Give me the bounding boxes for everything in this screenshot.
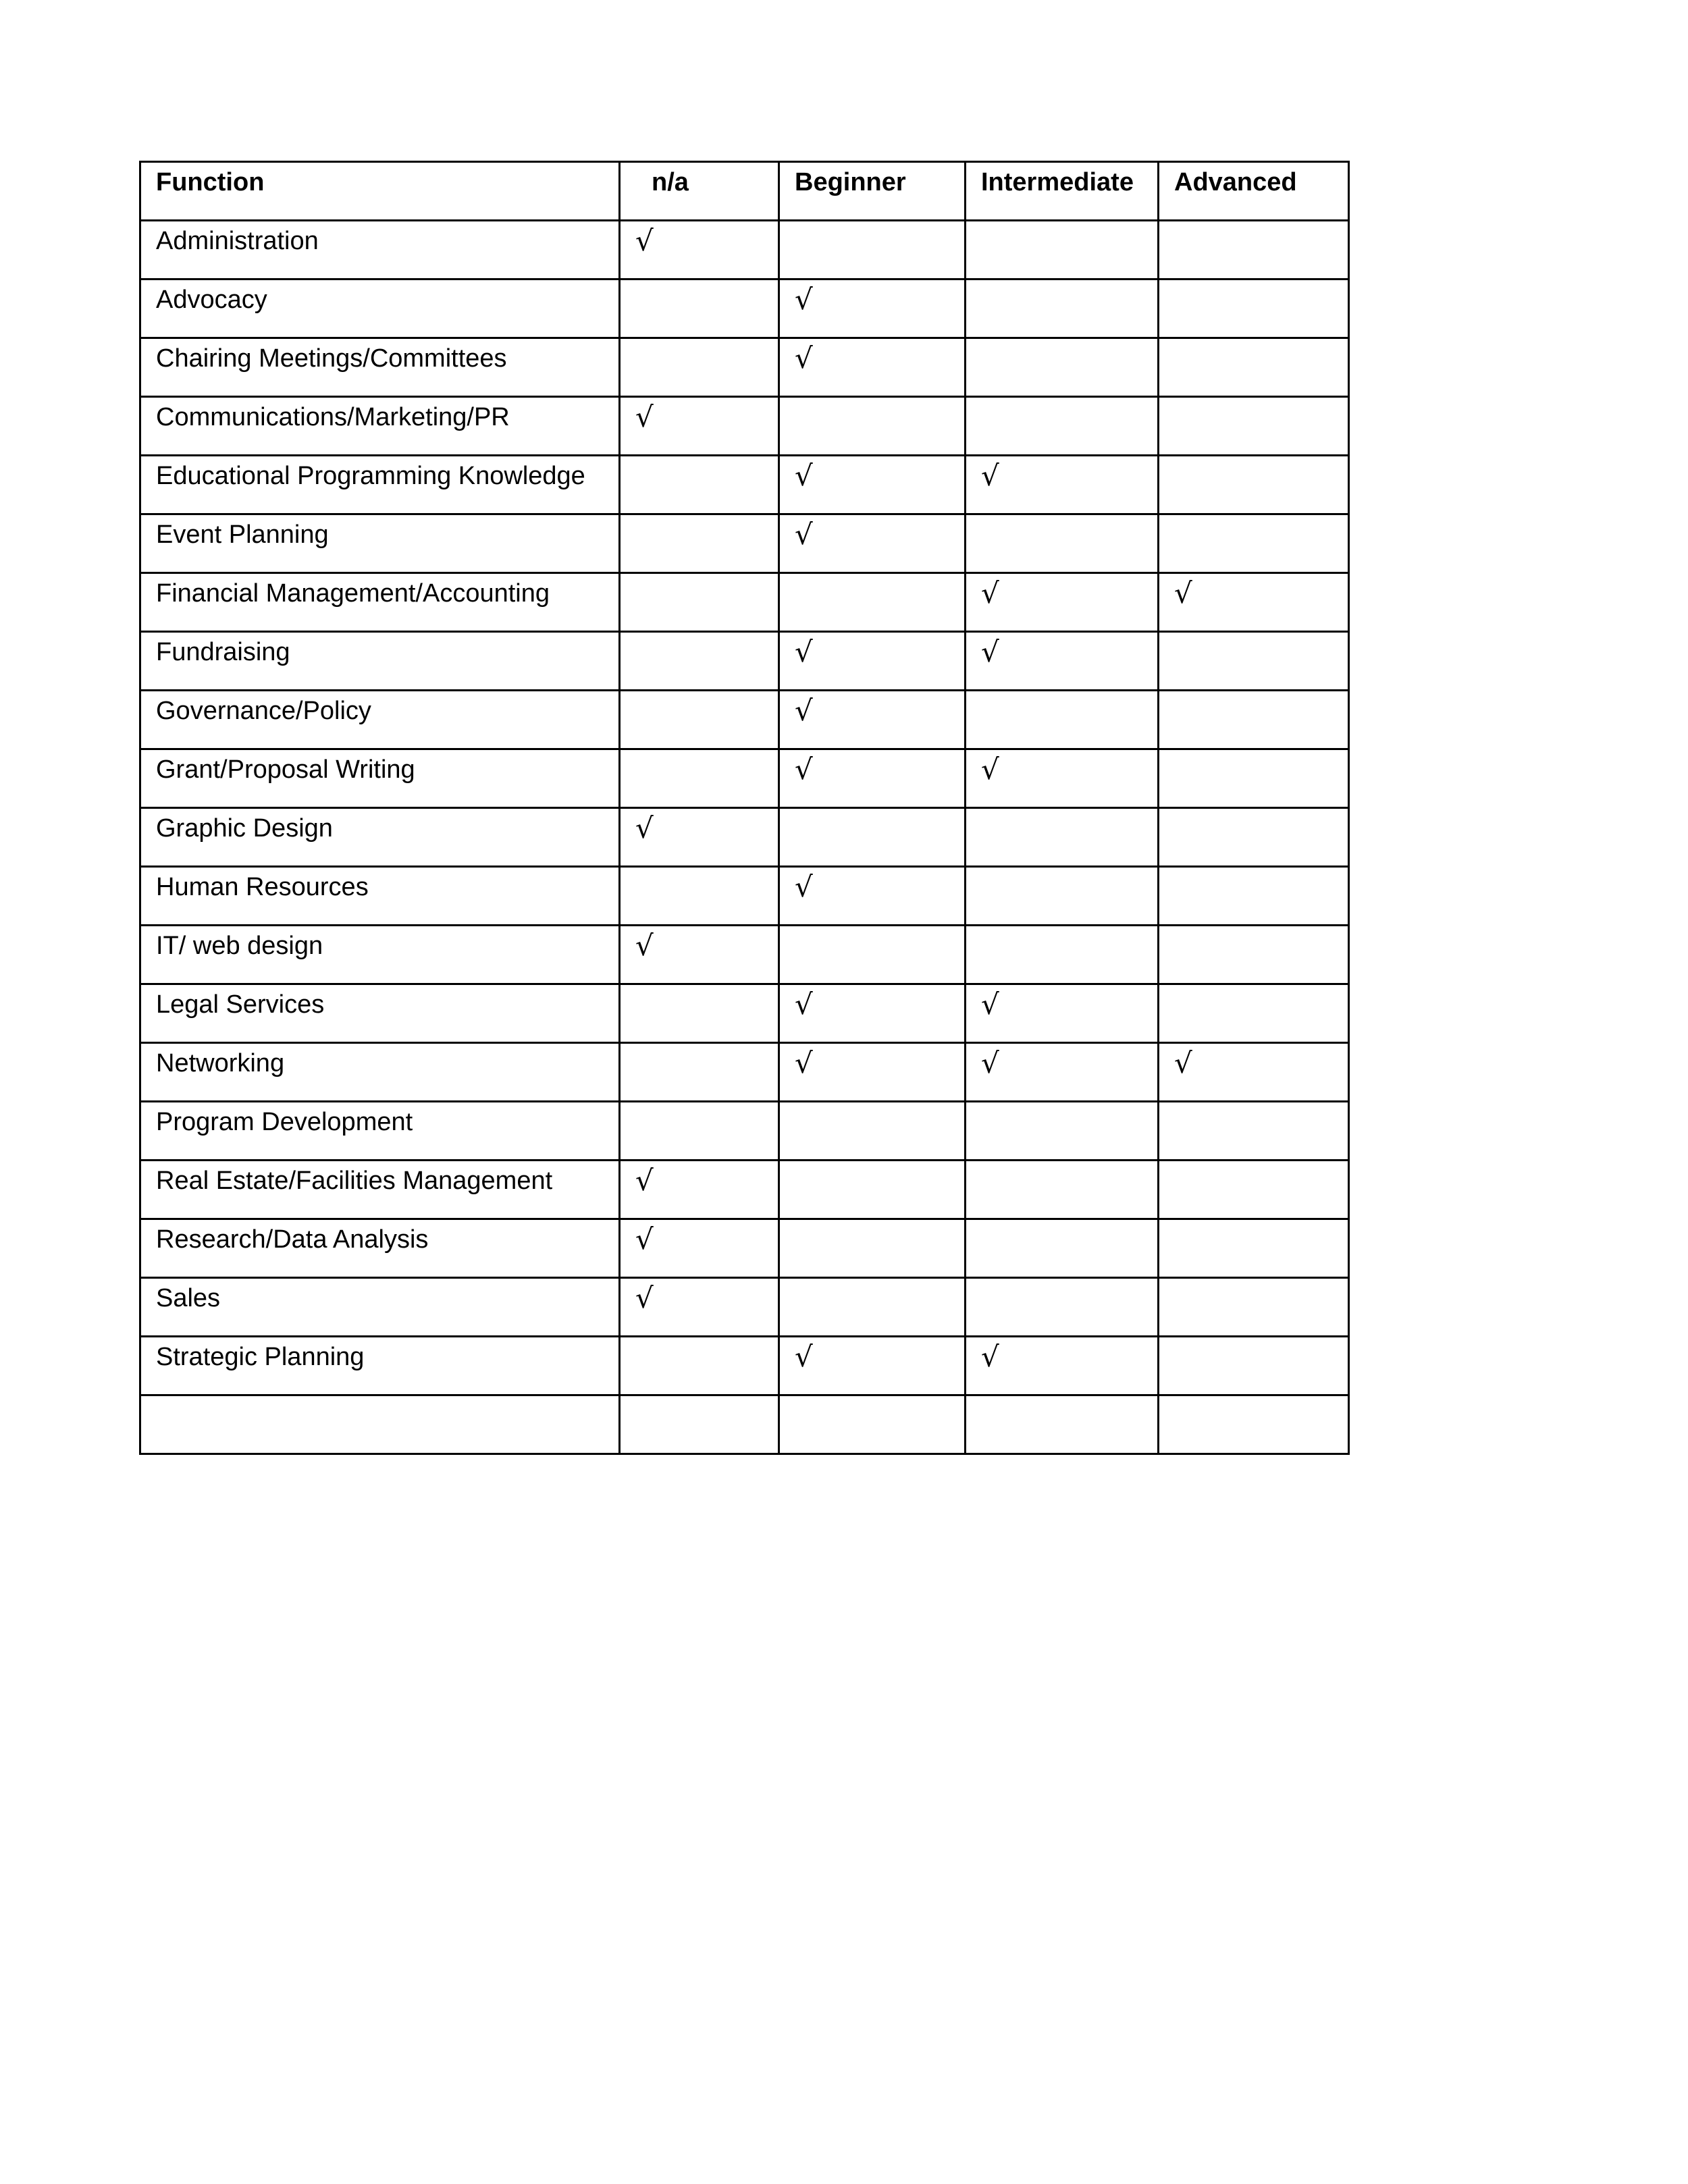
function-cell [140,456,620,514]
na-cell [620,1337,779,1395]
na-cell [620,456,779,514]
table-row [140,1278,1349,1337]
advanced-cell [1159,221,1349,279]
intermediate-cell [966,573,1159,632]
function-label: Networking [156,1049,285,1077]
function-cell [140,514,620,573]
na-cell [620,1043,779,1102]
table-row [140,984,1349,1043]
table-row [140,397,1349,456]
na-cell [620,1102,779,1161]
checkmark-icon: √ [795,283,813,316]
checkmark-icon: √ [635,1164,654,1197]
table-row [140,221,1349,279]
advanced-cell [1159,1337,1349,1395]
checkmark-icon: √ [795,518,813,551]
function-label: Communications/Marketing/PR [156,403,510,431]
na-cell [620,397,779,456]
table-row [140,456,1349,514]
checkmark-icon: √ [795,694,813,727]
beginner-cell [779,808,966,867]
intermediate-cell [966,867,1159,926]
na-cell [620,1395,779,1454]
function-label: Administration [156,227,319,255]
intermediate-cell [966,1395,1159,1454]
intermediate-cell [966,808,1159,867]
function-label: Real Estate/Facilities Management [156,1167,553,1195]
na-cell [620,221,779,279]
beginner-cell [779,1102,966,1161]
na-cell [620,926,779,984]
checkmark-icon: √ [981,1046,999,1080]
intermediate-cell [966,749,1159,808]
advanced-cell [1159,926,1349,984]
function-cell [140,1395,620,1454]
beginner-cell [779,926,966,984]
advanced-cell [1159,808,1349,867]
function-cell [140,1043,620,1102]
advanced-cell [1159,573,1349,632]
beginner-cell [779,867,966,926]
function-label: Graphic Design [156,814,333,843]
checkmark-icon: √ [635,1281,654,1314]
intermediate-cell [966,456,1159,514]
function-label: Program Development [156,1108,413,1136]
na-cell [620,514,779,573]
beginner-cell [779,749,966,808]
advanced-cell [1159,632,1349,691]
header-na: n/a [620,162,779,221]
checkmark-icon: √ [635,400,654,433]
function-cell [140,1102,620,1161]
function-label: Chairing Meetings/Committees [156,344,507,373]
function-cell [140,926,620,984]
table-body [140,221,1349,1454]
na-cell [620,1161,779,1219]
advanced-cell [1159,1278,1349,1337]
intermediate-cell [966,632,1159,691]
function-cell [140,397,620,456]
intermediate-cell [966,1102,1159,1161]
function-cell [140,1161,620,1219]
function-cell [140,1337,620,1395]
beginner-cell [779,691,966,749]
beginner-cell [779,456,966,514]
intermediate-cell [966,691,1159,749]
table-row [140,1161,1349,1219]
table-row [140,279,1349,338]
advanced-cell [1159,514,1349,573]
table-row [140,514,1349,573]
function-cell [140,1278,620,1337]
function-label [141,1396,618,1403]
table-row [140,1219,1349,1278]
function-cell [140,632,620,691]
function-label: Strategic Planning [156,1343,365,1371]
checkmark-icon: √ [795,635,813,668]
function-cell [140,279,620,338]
advanced-cell [1159,1219,1349,1278]
intermediate-cell [966,338,1159,397]
function-cell [140,984,620,1043]
beginner-cell [779,1043,966,1102]
advanced-cell [1159,397,1349,456]
na-cell [620,338,779,397]
function-label: Financial Management/Accounting [156,579,550,608]
function-label: Research/Data Analysis [156,1225,429,1254]
advanced-cell [1159,984,1349,1043]
function-label: Grant/Proposal Writing [156,755,415,784]
na-cell [620,1219,779,1278]
beginner-cell [779,1278,966,1337]
advanced-cell [1159,1043,1349,1102]
checkmark-icon: √ [795,870,813,903]
intermediate-cell [966,1219,1159,1278]
advanced-cell [1159,691,1349,749]
beginner-cell [779,632,966,691]
na-cell [620,279,779,338]
function-cell [140,808,620,867]
function-cell [140,221,620,279]
na-cell [620,867,779,926]
intermediate-cell [966,1043,1159,1102]
intermediate-cell [966,984,1159,1043]
function-cell [140,867,620,926]
header-advanced: Advanced [1159,162,1349,221]
checkmark-icon: √ [981,577,999,610]
checkmark-icon: √ [795,1340,813,1373]
table-row [140,1043,1349,1102]
function-label: Sales [156,1284,221,1312]
checkmark-icon: √ [1174,1046,1192,1080]
function-label: Human Resources [156,873,369,901]
header-intermediate: Intermediate [966,162,1159,221]
beginner-cell [779,1219,966,1278]
beginner-cell [779,279,966,338]
intermediate-cell [966,1337,1159,1395]
advanced-cell [1159,1102,1349,1161]
table-row [140,1337,1349,1395]
function-cell [140,749,620,808]
advanced-cell [1159,338,1349,397]
beginner-cell [779,397,966,456]
beginner-cell [779,514,966,573]
beginner-cell [779,1337,966,1395]
header-row [140,162,1349,221]
advanced-cell [1159,867,1349,926]
na-cell [620,749,779,808]
beginner-cell [779,1161,966,1219]
advanced-cell [1159,1395,1349,1454]
checkmark-icon: √ [981,1340,999,1373]
na-cell [620,632,779,691]
checkmark-icon: √ [635,224,654,257]
checkmark-icon: √ [635,929,654,962]
table-row [140,338,1349,397]
checkmark-icon: √ [981,753,999,786]
table-row [140,573,1349,632]
na-cell [620,808,779,867]
function-cell [140,338,620,397]
intermediate-cell [966,1278,1159,1337]
checkmark-icon: √ [1174,577,1192,610]
beginner-cell [779,221,966,279]
advanced-cell [1159,279,1349,338]
header-function: Function [140,162,620,221]
advanced-cell [1159,749,1349,808]
advanced-cell [1159,456,1349,514]
intermediate-cell [966,279,1159,338]
table-row [140,1102,1349,1161]
function-cell [140,573,620,632]
table-row [140,808,1349,867]
function-label: Advocacy [156,286,267,314]
beginner-cell [779,1395,966,1454]
function-cell [140,1219,620,1278]
table-row [140,632,1349,691]
table-row [140,867,1349,926]
na-cell [620,691,779,749]
function-label: Educational Programming Knowledge [156,462,585,490]
intermediate-cell [966,514,1159,573]
checkmark-icon: √ [795,753,813,786]
table-row [140,1395,1349,1454]
intermediate-cell [966,397,1159,456]
function-label: IT/ web design [156,932,323,960]
intermediate-cell [966,221,1159,279]
function-label: Event Planning [156,521,329,549]
intermediate-cell [966,1161,1159,1219]
checkmark-icon: √ [981,988,999,1021]
checkmark-icon: √ [795,1046,813,1080]
function-label: Legal Services [156,990,325,1019]
function-cell [140,691,620,749]
na-cell [620,984,779,1043]
na-cell [620,573,779,632]
checkmark-icon: √ [795,342,813,375]
checkmark-icon: √ [795,459,813,492]
advanced-cell [1159,1161,1349,1219]
table-row [140,749,1349,808]
table-row [140,691,1349,749]
table-row [140,926,1349,984]
checkmark-icon: √ [795,988,813,1021]
header-beginner: Beginner [779,162,966,221]
function-label: Governance/Policy [156,697,371,725]
function-label: Fundraising [156,638,290,666]
checkmark-icon: √ [981,459,999,492]
checkmark-icon: √ [635,1223,654,1256]
skills-table [139,161,1350,1455]
beginner-cell [779,338,966,397]
checkmark-icon: √ [981,635,999,668]
na-cell [620,1278,779,1337]
checkmark-icon: √ [635,811,654,845]
beginner-cell [779,573,966,632]
intermediate-cell [966,926,1159,984]
beginner-cell [779,984,966,1043]
